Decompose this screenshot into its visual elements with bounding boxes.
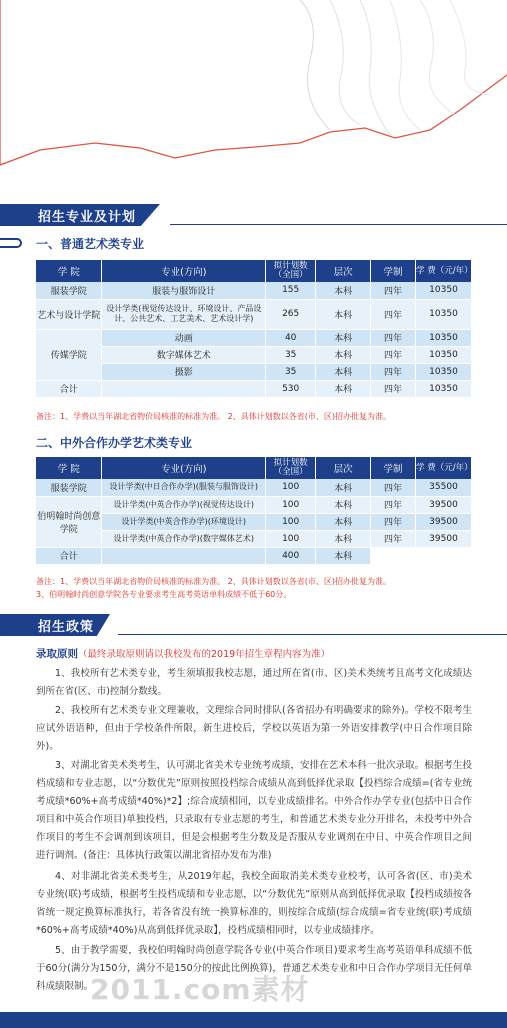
sub-title-general: 一、普通艺术类专业 [36,237,145,251]
policy-paragraph-4: 4、对非湖北省美术类考生，从2019年起，我校全面取消美术类专业校考，认可各省(区、市)美术专业统(联)考成绩，根据考生投档成绩和专业志愿，以“分数优先”原则从高到低择优录取【投档成绩按各省统一规定换算标准执行，若各省没有统一换算标准的，则按综合成绩(综合成绩=省专业统(联)考成绩*60%+高考成绩*40%)从高到低择优录取】，投档成绩相同时，以专业成绩排序。 [36,871,472,936]
policy-paragraph-3: 3、对湖北省美术类考生，认可湖北省美术专业统考成绩，安排在艺术本科一批次录取。根据考生投档成绩和专业志愿，以“分数优先”原则按照投档综合成绩从高到低择优录取【投档综合成绩=(省专业统考成绩*60%+高考成绩*40%)*2】;综合成绩相同，以专业成绩排名。中外合作办学专业(包括中日合作项目和中英合作项目)单独投档，只录取有专业志愿的考生，和普通艺术类专业分开排名，未投考中外合作项目的考生不会调剂到该项目，但是会根据考生分数及是否服从专业调剂在中日、中英合作项目之间进行调剂。(备注：具体执行政策以湖北省招办发布为准) [36,760,472,861]
header-plan: 拟计划数（全国） [266,260,316,282]
table-row: 摄影 35 本科 四年 10350 [36,363,472,380]
table-row: 数字媒体艺术 35 本科 四年 10350 [36,346,472,363]
header-college: 学 院 [36,260,102,282]
header-years: 学制 [371,260,416,282]
table1-note: 备注：1、学费以当年湖北省物价局核准的标准为准。 2、具体计划数以各省(市、区)招办批复为准。 [36,412,391,421]
table2-note-1: 备注：1、学费以当年湖北省物价局核准的标准为准。 2、具体计划数以各省(市、区)招办批复为准。 [36,577,391,586]
policy-paragraph-2: 2、我校所有艺术类专业文理兼收，文理综合同时排队(各省招办有明确要求的除外)。学校不限考生应试外语语种，但由于学校条件所限，新生进校后，学校以英语为第一外语安排教学(中日合作项目除外)。 [36,705,472,752]
sub-title-joint: 二、中外合作办学艺术类专业 [36,436,193,450]
header-fee: 学 费（元/年） [416,260,472,282]
table2-note-2: 3、伯明翰时尚创意学院各专业要求考生高考英语单科成绩不低于60分。 [36,590,292,599]
table-header-row [36,260,472,282]
header-college: 学 院 [36,457,102,479]
header-major: 专业(方向) [102,457,266,479]
table-row: 传媒学院 动画 40 本科 四年 10350 [36,329,472,346]
table-row: 设计学类(中英合作办学)(数字媒体艺术) 100 本科 四年 39500 [36,530,472,547]
header-years: 学制 [371,457,416,479]
table-row: 服装学院 服装与服饰设计 155 本科 四年 10350 [36,282,472,299]
table-total-row: 合计 530 本科 四年 10350 [36,380,472,397]
header-fee: 学 费（元/年） [416,457,472,479]
table-general-art [36,260,472,398]
header-level: 层次 [316,260,371,282]
table-row: 服装学院 设计学类(中日合作办学)(服装与服饰设计) 100 本科 四年 35500 [36,479,472,496]
table-row: 艺术与设计学院 设计学类(视觉传达设计、环境设计、产品设计、公共艺术、工艺美术、艺术设计学) 265 本科 四年 10350 [36,299,472,329]
table-joint-program [36,457,472,565]
section-title: 招生政策 [38,620,95,635]
policy-paragraph-5: 5、由于教学需要，我校伯明翰时尚创意学院各专业(中英合作项目)要求考生高考英语单科成绩不低于60分(满分为150分，满分不是150分的按此比例换算)，普通艺术类专业和中日合作办学项目无任何单科成绩限制。 [36,945,472,992]
bottom-bar [0,1012,507,1028]
policy-paragraph-1: 1、我校所有艺术类专业，考生须填报我校志愿，通过所在省(市、区)美术类统考且高考文化成绩达到所在省(区、市)控制分数线。 [36,668,472,697]
table-header-row [36,457,472,479]
section-header-enrollment [0,204,507,226]
policy-head-label: 录取原则 [36,648,78,660]
policy-head-note: （最终录取原则请以我校发布的2019年招生章程内容为准） [78,649,331,660]
top-decoration [0,0,507,200]
header-plan: 拟计划数（全国） [266,457,316,479]
bracket-marker [0,238,22,248]
header-level: 层次 [316,457,371,479]
decorative-lines [0,0,507,200]
section-title: 招生专业及计划 [38,210,137,225]
header-major: 专业(方向) [102,260,266,282]
table-row: 伯明翰时尚创意学院 设计学类(中英合作办学)(视觉传达设计) 100 本科 四年 39500 [36,496,472,513]
policy-heading [36,646,330,661]
table-row: 设计学类(中英合作办学)(环境设计) 100 本科 四年 39500 [36,513,472,530]
watermark: 2011.com素材 [90,973,310,1006]
section-header-policy [0,614,507,636]
table-total-row: 合计 400 本科 [36,547,472,564]
